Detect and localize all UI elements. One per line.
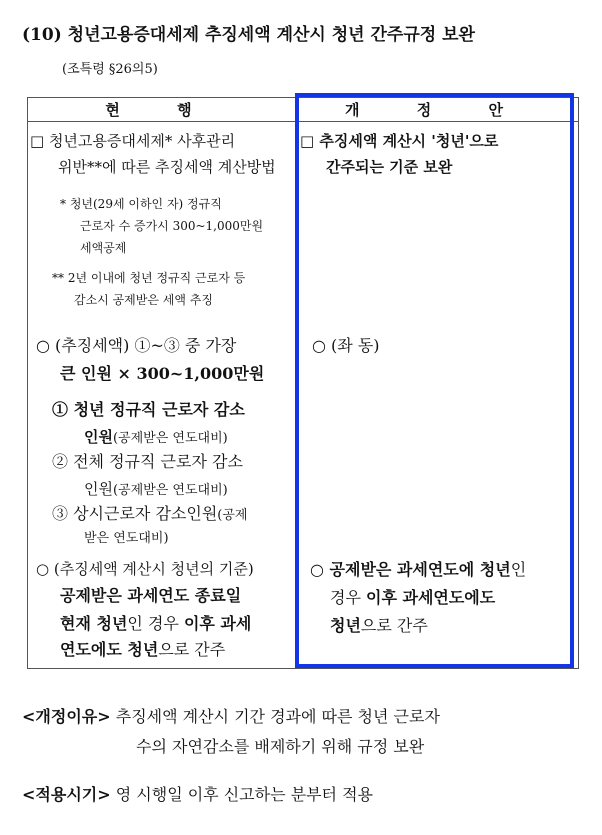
- legal-reference: (조특령 §26의5): [62, 62, 158, 77]
- proposed-youth-line3: 청년으로 간주: [330, 616, 428, 635]
- current-sub2-line1: ② 전체 정규직 근로자 감소: [52, 452, 243, 471]
- reason-line1: <개정이유> 추징세액 계산시 기간 경과에 따른 청년 근로자: [22, 707, 440, 726]
- current-note1-line2: 근로자 수 증가시 300~1,000만원: [80, 219, 264, 233]
- current-note1-line3: 세액공제: [80, 241, 127, 255]
- proposed-item1-line1: □ 추징세액 계산시 '청년'으로: [300, 132, 499, 150]
- effective-label: <적용시기>: [22, 785, 111, 804]
- proposed-highlight-box: [295, 93, 574, 668]
- current-youth-line1: ○ (추징세액 계산시 청년의 기준): [36, 560, 254, 578]
- proposed-youth-line2: 경우 이후 과세연도에도: [330, 588, 496, 607]
- current-sub1-line2: 인원(공제받은 연도대비): [84, 428, 228, 446]
- section-title: (10) 청년고용증대세제 추징세액 계산시 청년 간주규정 보완: [22, 25, 475, 45]
- current-calc-line2: 큰 인원 × 300~1,000만원: [60, 364, 265, 383]
- header-current: 현 행: [28, 98, 296, 122]
- current-youth-line2: 공제받은 과세연도 종료일: [60, 586, 242, 605]
- effective-line: <적용시기> 영 시행일 이후 신고하는 분부터 적용: [22, 785, 374, 804]
- current-calc-line1: ○ (추징세액) ①~③ 중 가장: [36, 336, 237, 355]
- header-proposed: 개 정 안: [296, 98, 578, 122]
- proposed-calc: ○ (좌 동): [312, 336, 380, 355]
- reason-label: <개정이유>: [22, 707, 111, 726]
- proposed-item1-line2: 간주되는 기준 보완: [326, 158, 453, 176]
- current-youth-line4: 연도에도 청년으로 간주: [60, 640, 226, 659]
- current-sub3-line1: ③ 상시근로자 감소인원(공제: [52, 504, 248, 523]
- current-note1-line1: * 청년(29세 이하인 자) 정규직: [60, 197, 222, 211]
- current-note2-line2: 감소시 공제받은 세액 추징: [74, 293, 213, 307]
- reason-line2: 수의 자연감소를 배제하기 위해 규정 보완: [136, 737, 425, 756]
- current-sub2-line2: 인원(공제받은 연도대비): [84, 480, 228, 498]
- current-sub1-line1: ① 청년 정규직 근로자 감소: [52, 400, 245, 419]
- current-youth-line3: 현재 청년인 경우 이후 과세: [60, 614, 252, 633]
- current-sub3-line2: 받은 연도대비): [84, 531, 169, 546]
- current-item1-line1: □ 청년고용증대세제* 사후관리: [30, 132, 236, 150]
- current-item1-line2: 위반**에 따른 추징세액 계산방법: [58, 158, 276, 176]
- current-note2-line1: ** 2년 이내에 청년 정규직 근로자 등: [52, 271, 246, 285]
- proposed-youth-line1: ○ 공제받은 과세연도에 청년인: [310, 560, 527, 579]
